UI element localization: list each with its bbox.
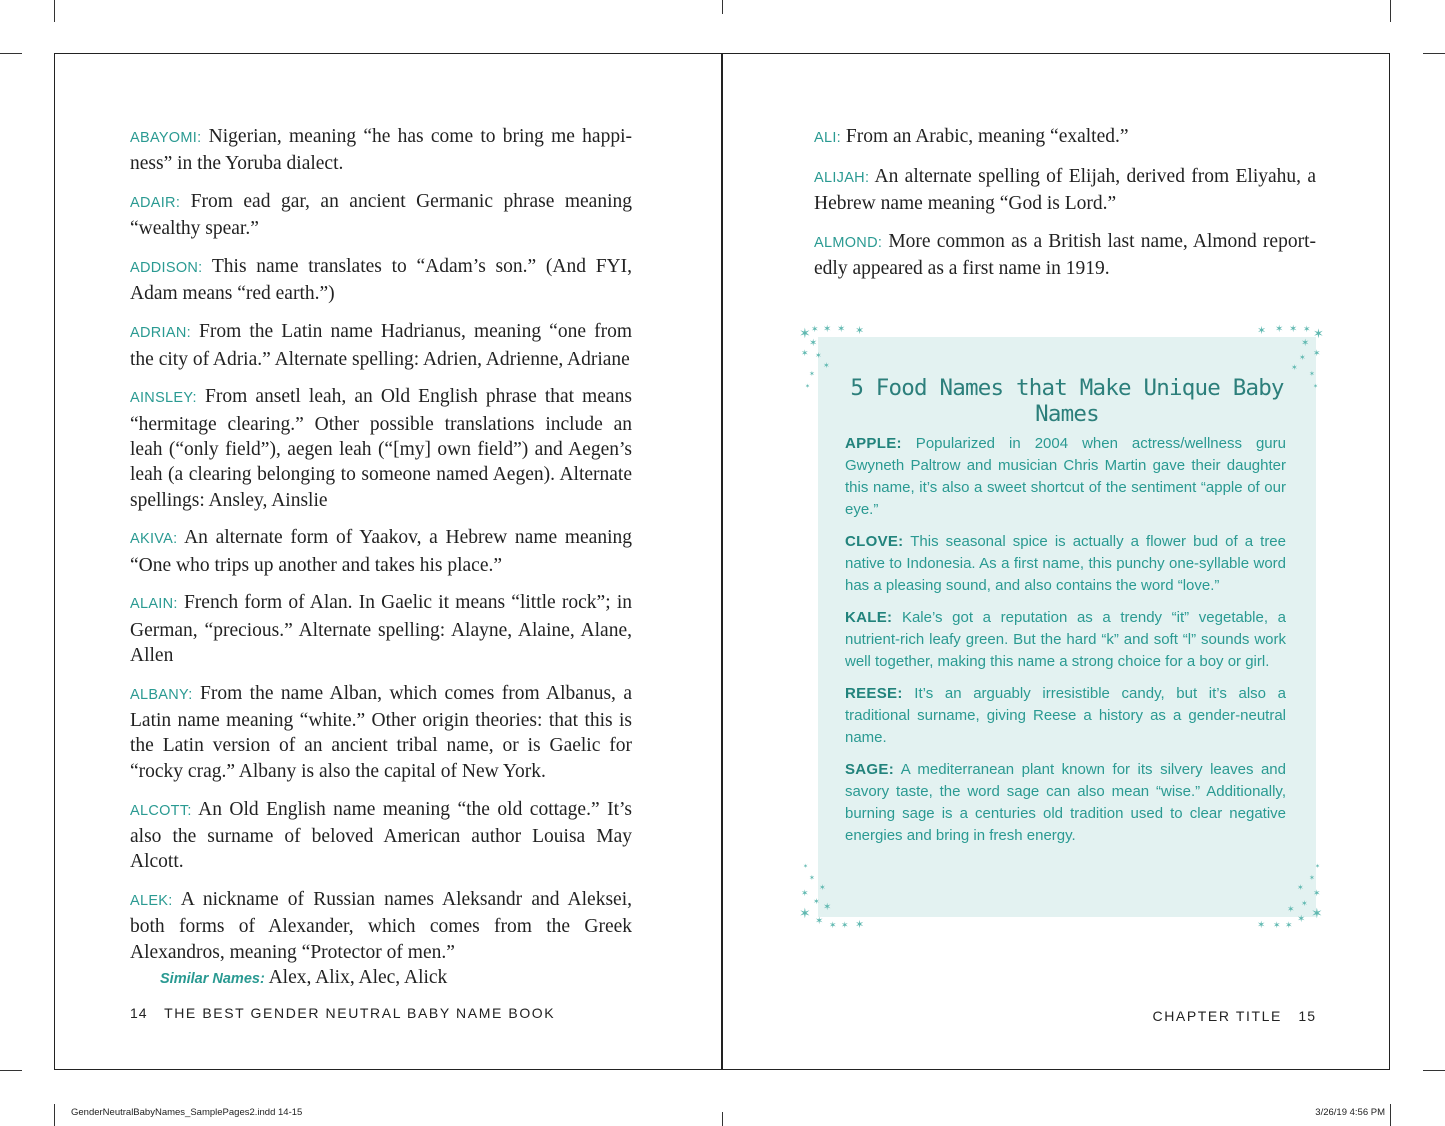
svg-text:✶: ✶	[1309, 874, 1315, 882]
entry-text: Nigerian, meaning “he has come to bring me happiness” in the Yoruba dialect.	[130, 126, 632, 175]
sidebar-entry-name: CLOVE:	[845, 533, 904, 550]
name-entry	[130, 525, 632, 578]
similar-names-label: Similar Names:	[160, 971, 265, 988]
sidebar-entry-name: APPLE:	[845, 435, 902, 452]
name-entry	[814, 229, 1316, 282]
sidebar-entry-name: REESE:	[845, 685, 903, 702]
svg-text:✶: ✶	[1289, 324, 1298, 335]
svg-text:✶: ✶	[809, 370, 815, 378]
svg-text:✶: ✶	[1299, 353, 1306, 362]
stars-cluster-icon	[797, 862, 867, 932]
svg-text:✶: ✶	[1313, 349, 1321, 359]
svg-text:✶: ✶	[809, 338, 818, 349]
name-entry	[814, 164, 1316, 217]
entry-text: From ead gar, an ancient Germanic phrase meaning “wealthy spear.”	[130, 191, 632, 240]
crop-mark	[54, 1104, 55, 1126]
entry-name: AINSLEY:	[130, 390, 197, 407]
entry-name: ALIJAH:	[814, 169, 870, 186]
name-entry	[130, 124, 632, 177]
name-entry	[130, 254, 632, 307]
svg-text:✶: ✶	[799, 326, 811, 342]
name-entries	[814, 124, 1316, 294]
svg-text:✶: ✶	[813, 897, 820, 906]
svg-text:✶: ✶	[815, 351, 822, 360]
entry-text: From the name Alban, which comes from Albanus, a Latin name meaning “white.” Other origin theories: that this is the Latin version of an ancient tribal name, or is Gaelic for “rocky crag.” Albany is also the capital of New York.	[130, 682, 632, 782]
running-head: CHAPTER TITLE	[1152, 1008, 1282, 1024]
sidebar-entry	[845, 531, 1286, 597]
entry-text: An Old English name meaning “the old cottage.” It’s also the surname of beloved American author Louisa May Alcott.	[130, 798, 632, 873]
slug-datetime: 3/26/19 4:56 PM	[1315, 1107, 1385, 1118]
svg-text:✶: ✶	[823, 324, 832, 335]
right-footer	[1152, 1008, 1316, 1024]
svg-text:✶: ✶	[1291, 363, 1298, 372]
sidebar-entry-text: A mediterranean plant known for its silvery leaves and savory taste, the word sage can also mean “wise.” Additionally, burning sage is a centuries old tradition used to clear negative energies and bring in fresh energy.	[845, 761, 1286, 844]
svg-text:✶: ✶	[829, 921, 837, 931]
entry-name: ALEK:	[130, 892, 173, 909]
name-entry	[130, 590, 632, 668]
entry-text: From ansetl leah, an Old English phrase that means “hermitage clearing.” Other possible translations include an leah (“only field”), aegen leah (“[my] own field”) and Aegen’s leah (a clearing belonging to someone named Aegen). Alternate spellings: Ansley, Ainslie	[130, 386, 632, 511]
svg-text:✶: ✶	[855, 324, 865, 337]
entry-name: ALI:	[814, 130, 841, 146]
entry-text: A nickname of Russian names Aleksandr and Aleksei, both forms of Alexander, which comes from the Greek Alexandros, meaning “Protector of men.”	[130, 888, 632, 963]
svg-text:✶: ✶	[1313, 889, 1321, 899]
svg-text:✶: ✶	[803, 863, 809, 870]
similar-names	[130, 965, 632, 992]
entry-name: ADRIAN:	[130, 325, 191, 342]
entry-text: An alternate spelling of Elijah, derived from Eliyahu, a Hebrew name meaning “God is Lord.”	[814, 165, 1316, 215]
name-entry	[130, 189, 632, 242]
svg-text:✶: ✶	[1285, 921, 1293, 931]
sidebar-entry	[845, 683, 1286, 749]
crop-mark	[0, 1070, 22, 1071]
entry-text: More common as a British last name, Almond reportedly appeared as a first name in 1919.	[814, 230, 1316, 280]
entry-text: French form of Alan. In Gaelic it means “little rock”; in German, “precious.” Alternate spelling: Alayne, Alaine, Alane, Allen	[130, 592, 632, 667]
entry-name: ABAYOMI:	[130, 130, 202, 146]
crop-mark	[722, 1112, 723, 1126]
crop-mark	[54, 0, 55, 22]
sidebar-entry-name: SAGE:	[845, 761, 895, 778]
sidebar-body	[845, 433, 1286, 857]
sidebar-entry-text: Kale’s got a reputation as a trendy “it” vegetable, a nutrient-rich leafy green. But the hard “k” and soft “l” sounds work well together, making this name a strong choice for a boy or girl.	[845, 609, 1286, 670]
entry-text: An alternate form of Yaakov, a Hebrew name meaning “One who trips up another and takes his place.”	[130, 527, 632, 576]
sidebar-entry	[845, 607, 1286, 673]
svg-text:✶: ✶	[809, 874, 815, 882]
name-entry	[130, 887, 632, 965]
food-names-sidebar	[818, 337, 1319, 917]
svg-text:✶: ✶	[823, 361, 830, 370]
entry-name: ALAIN:	[130, 596, 178, 613]
entry-text: From the Latin name Hadrianus, meaning “one from the city of Adria.” Alternate spelling: Adrien, Adrienne, Adriane	[130, 321, 632, 370]
svg-text:✶: ✶	[1297, 883, 1304, 892]
sidebar-entry-name: KALE:	[845, 609, 893, 626]
entry-name: ALMOND:	[814, 234, 883, 251]
name-entry	[130, 319, 632, 372]
svg-text:✶: ✶	[811, 325, 819, 335]
name-entry	[130, 797, 632, 875]
svg-text:✶: ✶	[1311, 906, 1323, 922]
crop-mark	[1423, 53, 1445, 54]
left-footer	[130, 1005, 555, 1021]
right-page	[722, 53, 1390, 1070]
sidebar-entry-text: This seasonal spice is actually a flower bud of a tree native to Indonesia. As a first name, this punchy one-syllable word has a pleasing sound, and also contains the word “love.”	[845, 533, 1286, 594]
sidebar-title: 5 Food Names that Make Unique Baby Names	[850, 375, 1284, 427]
svg-text:✶: ✶	[855, 918, 865, 931]
sidebar-entry	[845, 759, 1286, 847]
svg-text:✶: ✶	[801, 889, 809, 899]
crop-mark	[1423, 1070, 1445, 1071]
svg-text:✶: ✶	[1297, 914, 1306, 925]
svg-text:✶: ✶	[837, 324, 846, 335]
name-entry	[130, 681, 632, 784]
svg-text:✶: ✶	[1287, 905, 1295, 915]
running-head: THE BEST GENDER NEUTRAL BABY NAME BOOK	[164, 1005, 556, 1021]
svg-text:✶: ✶	[1257, 324, 1267, 337]
entry-name: ALCOTT:	[130, 802, 192, 819]
svg-text:✶: ✶	[1301, 899, 1308, 908]
entry-name: ADDISON:	[130, 260, 203, 277]
crop-mark	[1390, 1104, 1391, 1126]
page-number: 15	[1298, 1008, 1316, 1024]
name-entry	[130, 384, 632, 512]
svg-text:✶: ✶	[801, 349, 809, 359]
sidebar-entry-text: Popularized in 2004 when actress/wellness guru Gwyneth Paltrow and musician Chris Martin gave their daughter this name, it’s also a sweet shortcut of the sentiment “apple of our eye.”	[845, 435, 1286, 518]
page-number: 14	[130, 1005, 148, 1021]
entry-text: From an Arabic, meaning “exalted.”	[841, 126, 1129, 147]
stars-cluster-icon	[1257, 862, 1327, 932]
name-entry	[814, 124, 1316, 151]
svg-text:✶: ✶	[1273, 921, 1281, 931]
svg-text:✶: ✶	[1315, 863, 1321, 870]
slug-filename: GenderNeutralBabyNames_SamplePages2.indd 14-15	[71, 1107, 303, 1118]
entry-name: ALBANY:	[130, 686, 193, 703]
left-page	[54, 53, 722, 1070]
svg-text:✶: ✶	[819, 883, 826, 892]
svg-text:✶: ✶	[799, 906, 811, 922]
svg-text:✶: ✶	[1303, 325, 1311, 335]
svg-text:✶: ✶	[1301, 338, 1310, 349]
sidebar-entry	[845, 433, 1286, 521]
entry-text: This name translates to “Adam’s son.” (And FYI, Adam means “red earth.”)	[130, 256, 632, 305]
svg-text:✶: ✶	[1275, 324, 1284, 335]
entry-name: ADAIR:	[130, 195, 181, 212]
stars-cluster-icon	[797, 322, 867, 392]
stars-cluster-icon	[1257, 322, 1327, 392]
svg-text:✶: ✶	[823, 902, 832, 913]
svg-text:✶: ✶	[1313, 383, 1319, 390]
crop-mark	[1390, 0, 1391, 22]
sidebar-entry-text: It’s an arguably irresistible candy, but it’s also a traditional surname, giving Reese a history as a gender-neutral name.	[845, 685, 1286, 746]
similar-names-text: Alex, Alix, Alec, Alick	[264, 967, 448, 989]
svg-text:✶: ✶	[1309, 370, 1315, 378]
svg-text:✶: ✶	[1257, 920, 1266, 931]
entry-name: AKIVA:	[130, 531, 178, 548]
crop-mark	[0, 53, 22, 54]
svg-text:✶: ✶	[815, 916, 824, 927]
name-entries	[130, 124, 632, 1005]
svg-text:✶: ✶	[805, 383, 811, 390]
svg-text:✶: ✶	[841, 921, 849, 931]
crop-mark	[722, 0, 723, 14]
svg-text:✶: ✶	[1313, 327, 1324, 342]
